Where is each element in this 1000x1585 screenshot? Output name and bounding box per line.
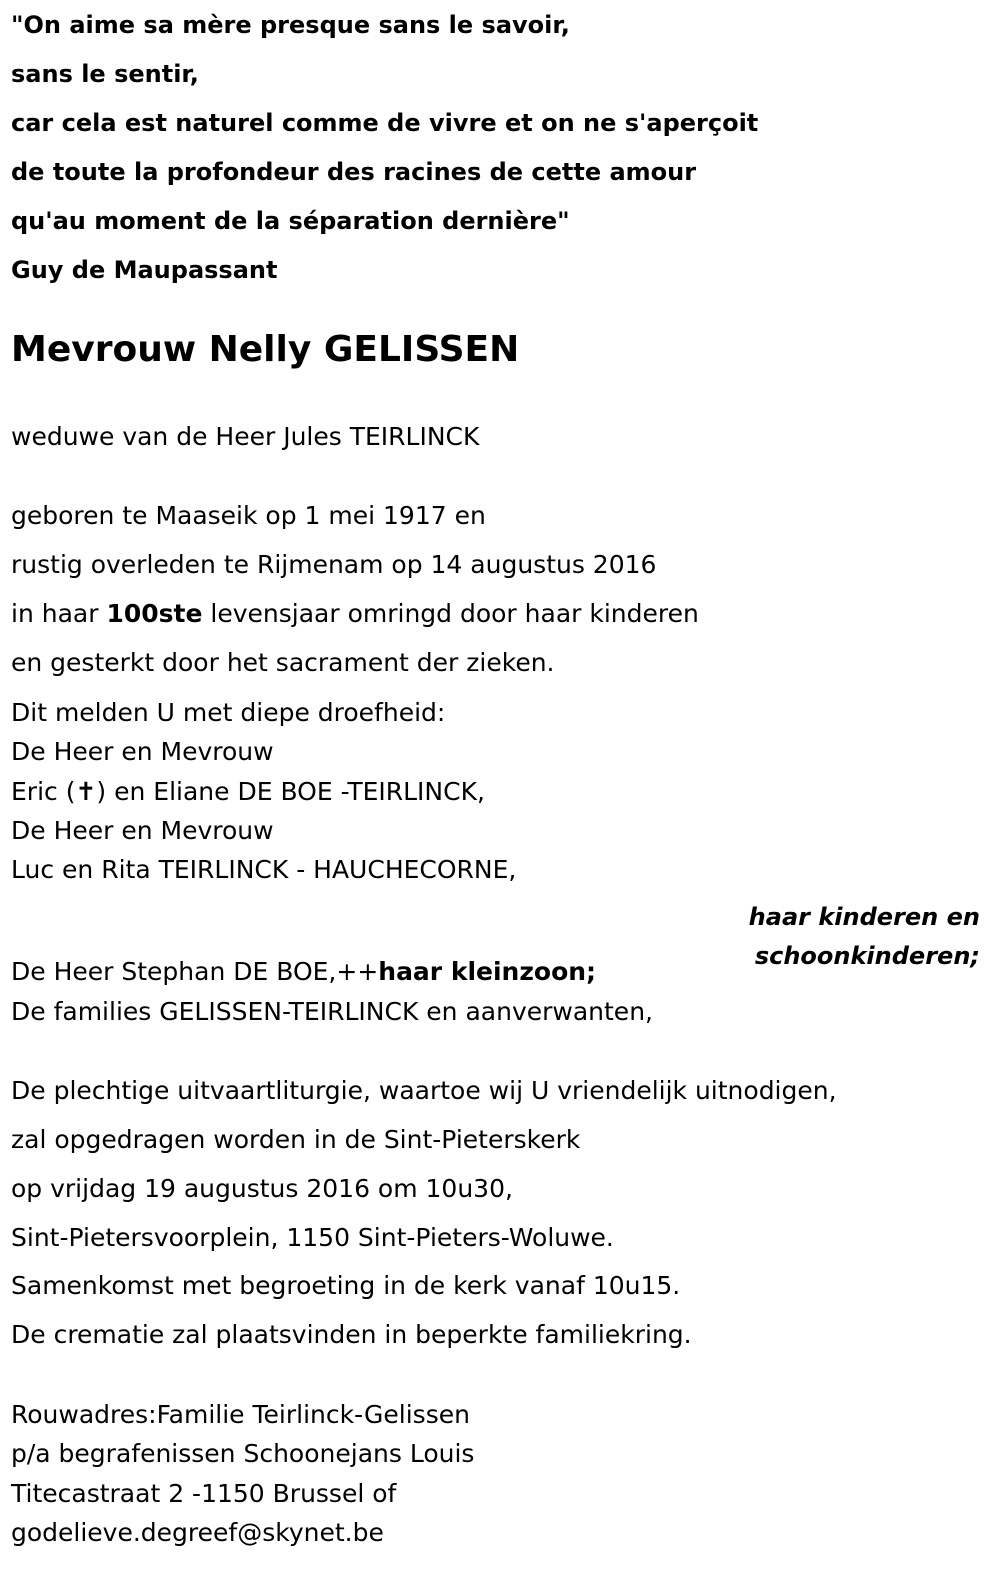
grandson-line (11, 956, 596, 988)
quote-author: Guy de Maupassant (11, 256, 278, 284)
children-label-2: schoonkinderen; (754, 942, 980, 970)
quote-line-4: de toute la profondeur des racines de cette amour (11, 158, 697, 186)
funeral-line-6: De crematie zal plaatsvinden in beperkte familiekring. (11, 1320, 692, 1349)
funeral-line-2: zal opgedragen worden in de Sint-Pieterskerk (11, 1125, 581, 1154)
grandson-name: De Heer Stephan DE BOE,++ (11, 957, 379, 986)
died-line: rustig overleden te Rijmenam op 14 augustus 2016 (11, 550, 657, 579)
quote-line-5: qu'au moment de la séparation dernière" (11, 207, 570, 235)
grandson-label: haar kleinzoon; (378, 957, 597, 986)
family-line-1: De Heer en Mevrouw (11, 737, 274, 766)
funeral-line-1: De plechtige uitvaartliturgie, waartoe wij U vriendelijk uitnodigen, (11, 1076, 837, 1105)
family-line-2: Eric (✝) en Eliane DE BOE -TEIRLINCK, (11, 777, 485, 806)
families-line: De families GELISSEN-TEIRLINCK en aanverwanten, (11, 997, 653, 1026)
born-line: geboren te Maaseik op 1 mei 1917 en (11, 501, 486, 530)
address-line-2: p/a begrafenissen Schoonejans Louis (11, 1439, 475, 1468)
family-line-4: Luc en Rita TEIRLINCK - HAUCHECORNE, (11, 855, 517, 884)
address-line-1: Rouwadres:Familie Teirlinck-Gelissen (11, 1400, 470, 1429)
family-line-3: De Heer en Mevrouw (11, 816, 274, 845)
address-email[interactable]: godelieve.degreef@skynet.be (11, 1518, 384, 1547)
widow-of: weduwe van de Heer Jules TEIRLINCK (11, 422, 480, 451)
funeral-line-4: Sint-Pietersvoorplein, 1150 Sint-Pieters-Woluwe. (11, 1223, 614, 1252)
age-prefix: in haar (11, 599, 107, 628)
sacrament-line: en gesterkt door het sacrament der zieken. (11, 648, 555, 677)
quote-line-2: sans le sentir, (11, 60, 199, 88)
age-suffix: levensjaar omringd door haar kinderen (202, 599, 699, 628)
quote-line-1: "On aime sa mère presque sans le savoir, (11, 11, 570, 39)
address-line-3: Titecastraat 2 -1150 Brussel of (11, 1479, 397, 1508)
deceased-name: Mevrouw Nelly GELISSEN (11, 329, 520, 370)
announce-line: Dit melden U met diepe droefheid: (11, 698, 446, 727)
quote-line-3: car cela est naturel comme de vivre et on ne s'aperçoit (11, 109, 759, 137)
funeral-line-5: Samenkomst met begroeting in de kerk vanaf 10u15. (11, 1271, 681, 1300)
age-line (11, 598, 699, 630)
funeral-line-3: op vrijdag 19 augustus 2016 om 10u30, (11, 1174, 513, 1203)
children-label-1: haar kinderen en (748, 903, 980, 931)
age-value: 100ste (106, 599, 203, 628)
